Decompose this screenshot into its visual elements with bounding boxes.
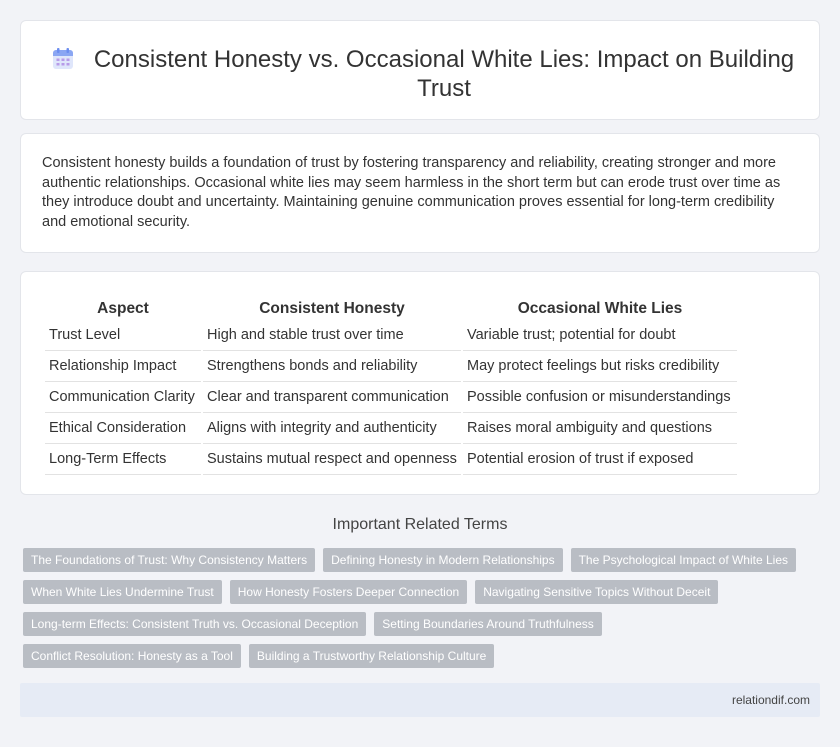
header-occasional-white-lies: Occasional White Lies [517, 300, 683, 317]
table-row [45, 351, 737, 382]
table-cell: Communication Clarity [45, 382, 201, 413]
table-row [45, 382, 737, 413]
related-term-tag[interactable]: The Psychological Impact of White Lies [571, 548, 796, 572]
related-term-tag[interactable]: Conflict Resolution: Honesty as a Tool [23, 644, 241, 668]
intro-card [20, 133, 820, 253]
table-header-row [45, 296, 737, 320]
table-cell: Clear and transparent communication [203, 382, 461, 413]
related-term-tag[interactable]: The Foundations of Trust: Why Consistency Matters [23, 548, 315, 572]
comparison-card [20, 271, 820, 495]
tag-row [23, 548, 803, 572]
table-row [45, 320, 737, 351]
intro-paragraph: Consistent honesty builds a foundation of trust by fostering transparency and reliability, creating stronger and more authentic relationships. Occasional white lies may seem harmless in the short term but can erode trust over time as they introduce doubt and uncertainty. Maintaining genuine communication proves essential for long-term credibility and emotional security. [42, 155, 781, 230]
header-card [20, 20, 820, 120]
tag-row [23, 644, 803, 668]
tag-row [23, 612, 803, 636]
related-terms-list [23, 548, 803, 676]
table-row [45, 413, 737, 444]
table-cell: High and stable trust over time [203, 320, 461, 351]
table-cell: Trust Level [45, 320, 201, 351]
related-terms-title: Important Related Terms [332, 516, 508, 533]
table-cell: Sustains mutual respect and openness [203, 444, 461, 475]
related-term-tag[interactable]: Building a Trustworthy Relationship Culture [249, 644, 494, 668]
comparison-table [43, 296, 739, 475]
header-aspect: Aspect [97, 300, 149, 317]
related-term-tag[interactable]: Setting Boundaries Around Truthfulness [374, 612, 601, 636]
header-consistent-honesty: Consistent Honesty [259, 300, 405, 317]
footer-bar [20, 683, 820, 717]
table-cell: Raises moral ambiguity and questions [463, 413, 737, 444]
table-cell: Aligns with integrity and authenticity [203, 413, 461, 444]
related-term-tag[interactable]: Defining Honesty in Modern Relationships [323, 548, 562, 572]
related-term-tag[interactable]: Long-term Effects: Consistent Truth vs. Occasional Deception [23, 612, 366, 636]
page-title: Consistent Honesty vs. Occasional White Lies: Impact on Building Trust [93, 46, 795, 102]
table-cell: Potential erosion of trust if exposed [463, 444, 737, 475]
tag-row [23, 580, 803, 604]
related-term-tag[interactable]: When White Lies Undermine Trust [23, 580, 222, 604]
table-cell: May protect feelings but risks credibility [463, 351, 737, 382]
table-cell: Ethical Consideration [45, 413, 201, 444]
related-term-tag[interactable]: How Honesty Fosters Deeper Connection [230, 580, 467, 604]
table-cell: Relationship Impact [45, 351, 201, 382]
table-cell: Variable trust; potential for doubt [463, 320, 737, 351]
table-cell: Strengthens bonds and reliability [203, 351, 461, 382]
table-cell: Possible confusion or misunderstandings [463, 382, 737, 413]
table-cell: Long-Term Effects [45, 444, 201, 475]
related-term-tag[interactable]: Navigating Sensitive Topics Without Deceit [475, 580, 718, 604]
table-row [45, 444, 737, 475]
footer-site-link[interactable]: relationdif.com [731, 693, 810, 707]
